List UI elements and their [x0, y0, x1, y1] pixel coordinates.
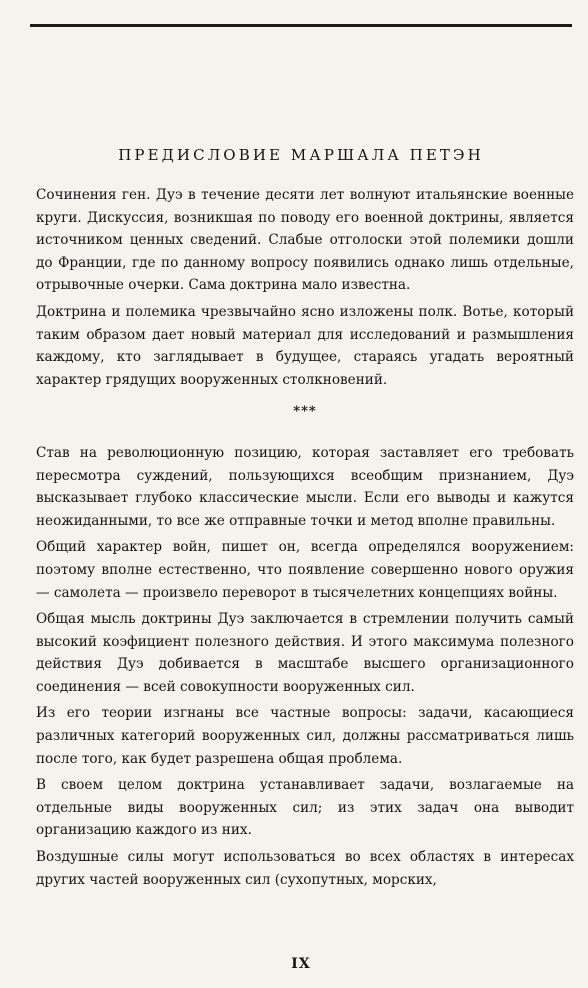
- section-separator: ***: [293, 404, 317, 420]
- paragraph-5: Общая мысль доктрины Дуэ заключается в стремлении получить самый высокий коэфициент полезного действия. И этого максимума полезного действия Дуэ добивается в масштабе высшего организационного соединения — всей совокупности вооруженных сил.: [36, 611, 574, 695]
- paragraph-2: Доктрина и полемика чрезвычайно ясно изложены полк. Вотье, который таким образом дает новый материал для исследований и размышления каждому, кто заглядывает в будущее, стараясь угадать вероятный характер грядущих вооруженных столкновений.: [36, 303, 574, 388]
- page-title: ПРЕДИСЛОВИЕ МАРШАЛА ПЕТЭН: [118, 146, 484, 164]
- body-text: [36, 184, 574, 895]
- paragraph-7: В своем целом доктрина устанавливает задачи, возлагаемые на отдельные виды вооруженных сил; из этих задач она выводит организацию каждого из них.: [36, 777, 574, 839]
- paragraph-4: Общий характер войн, пишет он, всегда определялся вооружением: поэтому вполне естественно, что появление совершенно нового оружия — самолета — произвело переворот в тысячелетних концепциях войны.: [36, 539, 574, 601]
- paragraph-8: Воздушные силы могут использоваться во всех областях в интересах других частей вооруженных сил (сухопутных, морских,: [36, 849, 574, 888]
- page-number: IX: [291, 956, 311, 972]
- paragraph-3: Став на революционную позицию, которая заставляет его требовать пересмотра суждений, пользующихся всеобщим признанием, Дуэ высказывает глубоко классические мысли. Если его выводы и кажутся неожиданными, то все же отправные точки и метод вполне правильны.: [36, 444, 574, 529]
- paragraph-1: Сочинения ген. Дуэ в течение десяти лет волнуют итальянские военные круги. Дискуссия, возникшая по поводу его военной доктрины, является источником ценных сведений. Слабые отголоски этой полемики дошли до Франции, где по данному вопросу появились однако лишь отдельные, отрывочные очерки. Сама доктрина мало известна.: [36, 187, 574, 294]
- paragraph-6: Из его теории изгнаны все частные вопросы: задачи, касающиеся различных категорий вооруженных сил, должны рассматриваться лишь после того, как будет разрешена общая проблема.: [36, 705, 574, 767]
- top-rule: [30, 24, 572, 27]
